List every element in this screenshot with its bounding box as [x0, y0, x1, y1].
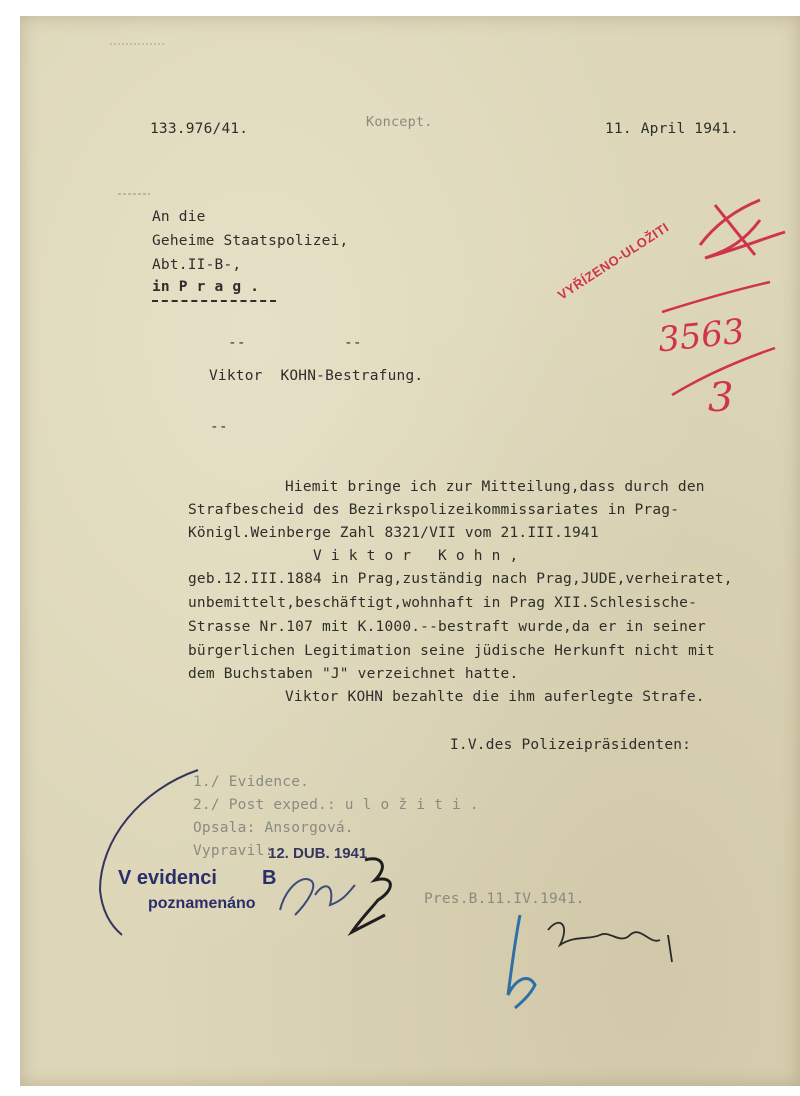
note-1: 1./ Evidence. — [193, 774, 310, 790]
body-line-9: dem Buchstaben "J" verzeichnet hatte. — [188, 666, 519, 682]
signature-scrawl — [548, 923, 672, 962]
red-fraction-line — [672, 348, 775, 395]
note-2: 2./ Post exped.: u l o ž i t i . — [193, 797, 479, 813]
red-underline-1 — [662, 282, 770, 312]
presented-line: Pres.B.11.IV.1941. — [424, 891, 585, 907]
blue-pencil-mark — [508, 915, 535, 1008]
body-line-3: Königl.Weinberge Zahl 8321/VII vom 21.III.1941 — [188, 525, 599, 541]
body-line-10: Viktor KOHN bezahlte die ihm auferlegte Strafe. — [285, 689, 705, 705]
document-date: 11. April 1941. — [605, 121, 739, 137]
red-resolution-stamp: VYŘÍZENO-ULOŽITI — [555, 219, 672, 303]
body-line-6: unbemittelt,beschäftigt,wohnhaft in Prag XII.Schlesische- — [188, 595, 697, 611]
body-line-7: Strasse Nr.107 mit K.1000.--bestraft wurde,da er in seiner — [188, 619, 706, 635]
body-line-8: bürgerlichen Legitimation seine jüdische Herkunft nicht mit — [188, 643, 715, 659]
red-file-number: 3563 — [656, 311, 747, 361]
stamp-arc — [100, 770, 198, 935]
handwritten-initials-2 — [352, 859, 390, 932]
address-line-1: An die — [152, 209, 206, 225]
body-line-2: Strafbescheid des Bezirkspolizeikommissariates in Prag- — [188, 502, 680, 518]
red-sub-number: 3 — [708, 375, 734, 421]
body-line-5: geb.12.III.1884 in Prag,zuständig nach Prag,JUDE,verheiratet, — [188, 571, 733, 587]
address-line-3: Abt.II-B-, — [152, 257, 242, 273]
separator-left: -- — [228, 335, 246, 351]
date-stamp: 12. DUB. 1941 — [268, 845, 368, 862]
address-line-4: in P r a g . — [152, 279, 260, 295]
separator-right: -- — [344, 335, 362, 351]
handwritten-initials-1 — [280, 879, 355, 915]
registry-stamp-letter: B — [262, 867, 277, 889]
body-line-1: Hiemit bringe ich zur Mitteilung,dass durch den — [285, 479, 705, 495]
address-line-2: Geheime Staatspolizei, — [152, 233, 349, 249]
signature-line: I.V.des Polizeipräsidenten: — [450, 737, 692, 753]
draft-label: Koncept. — [366, 114, 433, 130]
subject-line: Viktor KOHN-Bestrafung. — [209, 368, 424, 384]
separator-below-subject: -- — [210, 419, 228, 435]
reference-number: 133.976/41. — [150, 121, 249, 137]
registry-stamp-line-2: poznamenáno — [148, 895, 256, 912]
note-4: Vypravil: — [193, 843, 274, 859]
registry-stamp-line-1: V evidenci — [118, 867, 217, 889]
red-initial-mark — [705, 205, 785, 258]
note-3: Opsala: Ansorgová. — [193, 820, 354, 836]
body-line-4: V i k t o r K o h n , — [313, 548, 519, 564]
